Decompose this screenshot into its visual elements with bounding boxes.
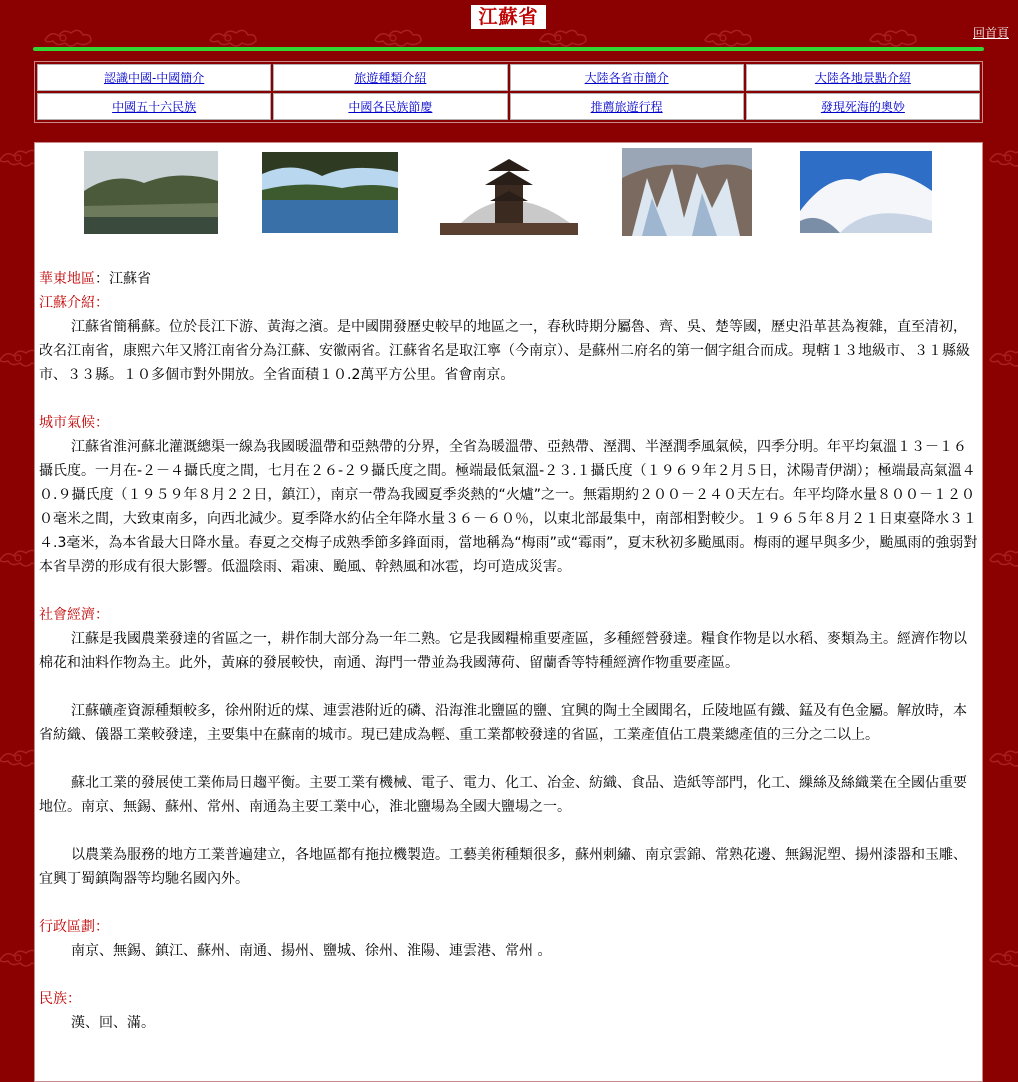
nav-cell — [746, 93, 980, 120]
nav-link-china-intro[interactable]: 認識中國-中國簡介 — [103, 71, 205, 85]
photo-strip — [35, 143, 982, 253]
paragraph: 以農業為服務的地方工業普遍建立，各地區都有拖拉機製造。工藝美術種類很多，蘇州刺繡、南京雲錦、常熟花邊、無錫泥塑、揚州漆器和玉雕、宜興丁蜀鎮陶器等均馳名國內外。 — [39, 847, 967, 887]
main-content — [34, 142, 983, 1082]
landscape-photo-glacier — [622, 148, 752, 236]
paragraph: 江蘇是我國農業發達的省區之一，耕作制大部分為一年二熟。它是我國糧棉重要產區，多種經營發達。糧食作物是以水稻、麥類為主。經濟作物以棉花和油料作物為主。此外，黃麻的發展較快，南通、海門一帶並為我國薄荷、留蘭香等特種經濟作物重要產區。 — [39, 631, 967, 671]
nav-cell — [273, 64, 507, 91]
landscape-photo-hills — [84, 151, 218, 234]
landscape-photo-pagoda — [440, 153, 578, 235]
paragraph: 漢、回、滿。 — [71, 1015, 155, 1031]
nav-cell — [510, 64, 744, 91]
page-header — [0, 0, 1018, 60]
nav-link-attractions[interactable]: 大陸各地景點介紹 — [814, 71, 911, 85]
nav-cell — [746, 64, 980, 91]
nav-link-dead-sea[interactable]: 發現死海的奧妙 — [820, 100, 905, 114]
nav-cell — [273, 93, 507, 120]
nav-link-travel-types[interactable]: 旅遊種類介紹 — [354, 71, 427, 85]
paragraph: 江蘇省簡稱蘇。位於長江下游、黃海之濱。是中國開發歷史較早的地區之一，春秋時期分屬魯、齊、吳、楚等國，歷史沿革甚為複雜，直至清初，改名江南省，康熙六年又將江南省分為江蘇、安徽兩省。江蘇省名是取江寧（今南京）、是蘇州二府名的第一個字組合而成。現轄１３地級市、３１縣級市、３３縣。１０多個市對外開放。全省面積１０.2萬平方公里。省會南京。 — [39, 319, 970, 383]
landscape-photo-lake — [262, 152, 398, 233]
nav-link-56-ethnic[interactable]: 中國五十六民族 — [112, 100, 197, 114]
region-label: 華東地區 — [39, 271, 95, 287]
region-line — [39, 267, 979, 291]
nav-cell — [37, 93, 271, 120]
landscape-photo-snow-mountain — [800, 151, 932, 233]
section-heading-ethnic: 民族： — [39, 991, 81, 1007]
nav-menu — [34, 61, 983, 123]
section-heading-admin: 行政區劃： — [39, 919, 109, 935]
article-body — [39, 267, 979, 1035]
paragraph: 南京、無錫、鎮江、蘇州、南通、揚州、鹽城、徐州、淮陽、連雲港、常州 。 — [71, 943, 552, 959]
paragraph: 江蘇礦產資源種類較多，徐州附近的煤、連雲港附近的磷、沿海淮北鹽區的鹽、宜興的陶土全國聞名，丘陵地區有鐵、錳及有色金屬。解放時，本省紡織、儀器工業較發達，主要集中在蘇南的城市。現已建成為輕、重工業都較發達的省區，工業產值佔工農業總產值的三分之二以上。 — [39, 703, 967, 743]
nav-cell — [510, 93, 744, 120]
section-heading-climate: 城市氣候： — [39, 415, 109, 431]
nav-link-provinces[interactable]: 大陸各省市簡介 — [584, 71, 669, 85]
section-heading-intro: 江蘇介紹： — [39, 295, 109, 311]
section-heading-economy: 社會經濟： — [39, 607, 109, 623]
page-title: 江蘇省 — [471, 5, 546, 29]
nav-link-festivals[interactable]: 中國各民族節慶 — [348, 100, 433, 114]
nav-link-itineraries[interactable]: 推薦旅遊行程 — [590, 100, 663, 114]
region-value: ：江蘇省 — [95, 271, 151, 287]
home-link[interactable]: 回首頁 — [972, 26, 1009, 40]
header-divider — [33, 47, 984, 51]
nav-cell — [37, 64, 271, 91]
paragraph: 江蘇省淮河蘇北灌溉總渠一線為我國暖溫帶和亞熱帶的分界，全省為暖溫帶、亞熱帶、溼潤、半溼潤季風氣候，四季分明。年平均氣溫１３－１６攝氏度。一月在-２－４攝氏度之間，七月在２６-２９攝氏度之間。極端最低氣溫-２３.１攝氏度（１９６９年２月５日，沭陽青伊湖）；極端最高氣溫４０.９攝氏度（１９５９年８月２２日，鎮江），南京一帶為我國夏季炎熱的“火爐”之一。無霜期約２００－２４０天左右。年平均降水量８００－１２００毫米之間，大致東南多，向西北減少。夏季降水約佔全年降水量３６－６０％，以東北部最集中，南部相對較少。１９６５年８月２１日東臺降水３１４.3毫米，為本省最大日降水量。春夏之交梅子成熟季節多鋒面雨，當地稱為“梅雨”或“霉雨”，夏末秋初多颱風雨。梅雨的遲早與多少，颱風雨的強弱對本省旱澇的形成有很大影響。低溫陰雨、霜凍、颱風、幹熱風和冰雹，均可造成災害。 — [39, 439, 978, 575]
paragraph: 蘇北工業的發展使工業佈局日趨平衡。主要工業有機械、電子、電力、化工、冶金、紡織、食品、造紙等部門，化工、繅絲及絲織業在全國佔重要地位。南京、無錫、蘇州、常州、南通為主要工業中心，淮北鹽場為全國大鹽場之一。 — [39, 775, 967, 815]
